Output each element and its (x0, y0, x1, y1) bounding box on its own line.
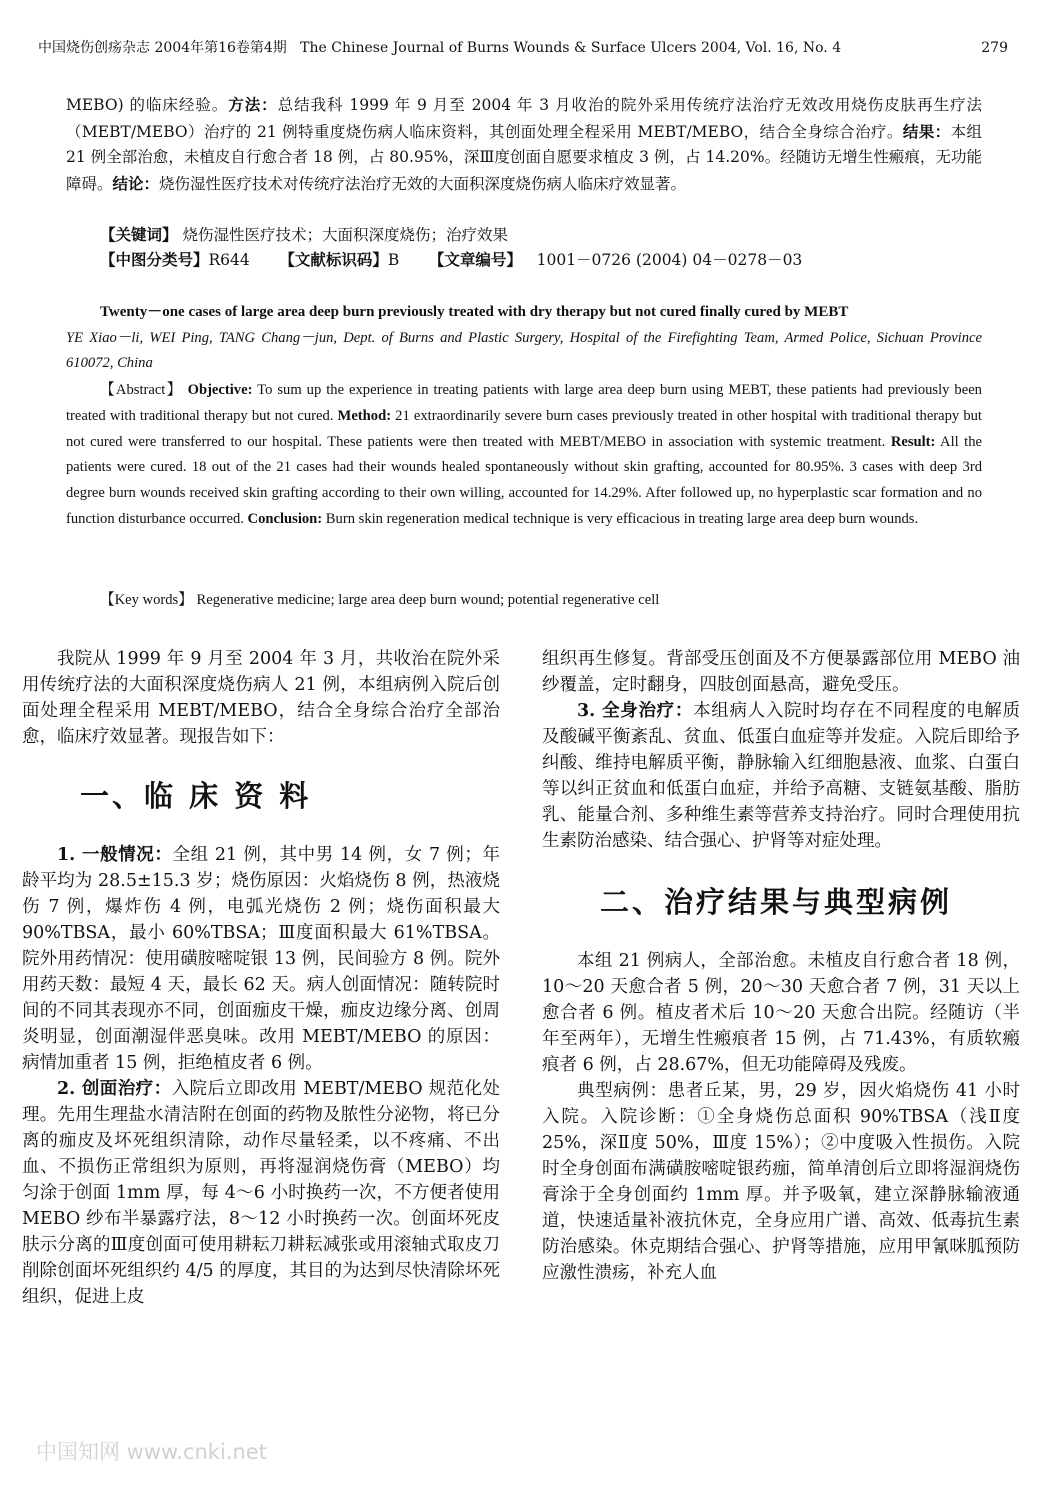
systemic-treatment-label: 3. 全身治疗： (577, 701, 694, 721)
cn-method-text: 总结我科 1999 年 9 月至 2004 年 3 月收治的院外采用传统疗法治疗无效改用烧伤皮肤再生疗法（MEBT/MEBO）治疗的 21 例特重度烧伤病人临床资料，其创面处理全程采用 MEBT/MEBO，结合全身综合治疗。 (66, 96, 982, 141)
cn-abstract (66, 92, 982, 197)
en-result-text: All the patients were cured. 18 out of the 21 cases had their wounds healed spontaneously without skin grafting, accounted for 80.95%. 3 cases with deep 3rd degree burn wounds received skin grafting according to their own willing, accounted for 14.29%. After followed up, no hyperplastic scar formation and no function disturbance occurred. (66, 433, 982, 527)
en-objective-label: Objective: (187, 382, 253, 398)
classification-value: R644 (208, 251, 250, 269)
journal-name-en: The Chinese Journal of Burns Wounds & Surface Ulcers 2004, Vol. 16, No. 4 (300, 40, 842, 56)
left-column (22, 646, 500, 1310)
article-no-label: 【文章编号】 (428, 250, 522, 269)
en-conclusion-text: Burn skin regeneration medical technique is very efficacious in treating large area deep burn wounds. (322, 510, 919, 527)
en-keywords (66, 588, 982, 614)
wound-treatment-paragraph (22, 1076, 500, 1310)
wound-treatment-text: 入院后立即改用 MEBT/MEBO 规范化处理。先用生理盐水清洁附在创面的药物及脓性分泌物，将已分离的痂皮及坏死组织清除，动作尽量轻柔，以不疼痛、不出血、不损伤正常组织为原则，再将湿润烧伤膏（MEBO）均匀涂于创面 1mm 厚，每 4～6 小时换药一次，不方便者使用 MEBO 纱布半暴露疗法，8～12 小时换药一次。创面坏死皮肤示分离的Ⅲ度创面可使用耕耘刀耕耘减张或用滚轴式取皮刀削除创面坏死组织约 4/5 的厚度，其目的为达到尽快清除坏死组织，促进上皮 (22, 1079, 500, 1307)
case-paragraph: 典型病例：患者丘某，男，29 岁，因火焰烧伤 41 小时入院。入院诊断：①全身烧伤总面积 90%TBSA（浅Ⅱ度 25%，深Ⅱ度 50%，Ⅲ度 15%）；②中度吸入性损伤。入院时全身创面布满磺胺嘧啶银药痂，简单清创后立即将湿润烧伤膏涂于全身创面约 1mm 厚。并予吸氧，建立深静脉输液通道，快速适量补液抗休克，全身应用广谱、高效、低毒抗生素防治感染。休克期结合强心、护肾等措施，应用甲氰咪胍预防应激性溃疡，补充人血 (542, 1081, 1020, 1283)
cn-abstract-intro: MEBO) 的临床经验。 (66, 96, 229, 114)
en-abstract-label: 【Abstract】 (100, 382, 183, 398)
journal-name-cn: 中国烧伤创疡杂志 2004年第16卷第4期 (38, 40, 287, 56)
article-no-value: 1001－0726 (2004) 04－0278－03 (536, 251, 803, 269)
systemic-treatment-paragraph (542, 698, 1020, 854)
en-conclusion-label: Conclusion: (247, 510, 323, 527)
right-column (542, 646, 1020, 1286)
en-title: Twenty－one cases of large area deep burn previously treated with dry therapy but not cured finally cured by MEBT (100, 304, 849, 320)
page-number: 279 (981, 40, 1008, 56)
en-keywords-text: Regenerative medicine; large area deep burn wound; potential regenerative cell (192, 592, 660, 608)
en-result-label: Result: (890, 433, 936, 450)
en-method-text: 21 extraordinarily severe burn cases previously treated in other hospital with traditional therapy but not cured were transferred to our hospital. These patients were then treated with MEBT/MEBO in association with systemic treatment. (66, 407, 982, 450)
running-header (38, 38, 1008, 58)
en-abstract (66, 378, 982, 533)
en-method-label: Method: (337, 407, 392, 424)
en-title-block (100, 300, 982, 324)
cn-keywords-label: 【关键词】 (100, 225, 178, 244)
watermark: 中国知网 www.cnki.net (36, 1440, 267, 1464)
cn-result-text: 本组 21 例全部治愈，未植皮自行愈合者 18 例，占 80.95%，深Ⅲ度创面自愿要求植皮 3 例，占 14.20%。经随访无增生性瘢痕，无功能障碍。 (66, 122, 982, 193)
doc-code-label: 【文献标识码】 (279, 250, 388, 269)
wound-treatment-continued: 组织再生修复。背部受压创面及不方便暴露部位用 MEBO 油纱覆盖，定时翻身，四肢创面悬高，避免受压。 (542, 649, 1020, 695)
results-paragraph: 本组 21 例病人，全部治愈。未植皮自行愈合者 18 例，10～20 天愈合者 5 例，20～30 天愈合者 7 例，31 天以上愈合者 6 例。植皮者术后 10～20 天愈合出院。经随访（半年至两年），无增生性瘢痕者 15 例，占 71.43%，有质软瘢痕者 6 例，占 28.67%，但无功能障碍及残废。 (542, 951, 1020, 1075)
cn-keywords-text: 烧伤湿性医疗技术；大面积深度烧伤；治疗效果 (182, 226, 508, 244)
general-info-paragraph (22, 842, 500, 1076)
classification-label: 【中图分类号】 (100, 250, 209, 269)
systemic-treatment-text: 本组病人入院时均存在不同程度的电解质及酸碱平衡紊乱、贫血、低蛋白血症等并发症。入院后即给予纠酸、维持电解质平衡，静脉输入红细胞悬液、血浆、白蛋白等以纠正贫血和低蛋白血症，并给予高糖、支链氨基酸、脂肪乳、能量合剂、多种维生素等营养支持治疗。同时合理使用抗生素防治感染、结合强心、护肾等对症处理。 (542, 701, 1020, 851)
section2-heading: 二、治疗结果与典型病例 (600, 885, 953, 919)
en-objective-text: To sum up the experience in treating patients with large area deep burn using MEBT, these patients had previously been treated with traditional therapy but not cured. (66, 382, 982, 424)
cn-conclusion-text: 烧伤湿性医疗技术对传统疗法治疗无效的大面积深度烧伤病人临床疗效显著。 (159, 174, 687, 193)
en-keywords-label: 【Key words】 (100, 592, 193, 608)
cn-method-label: 方法： (228, 95, 278, 114)
wound-treatment-label: 2. 创面治疗： (57, 1079, 172, 1099)
section1-heading: 一、临 床 资 料 (80, 779, 312, 813)
intro-paragraph: 我院从 1999 年 9 月至 2004 年 3 月，共收治在院外采用传统疗法的大面积深度烧伤病人 21 例，本组病例入院后创面处理全程采用 MEBT/MEBO，结合全身综合治疗全部治愈，临床疗效显著。现报告如下： (22, 649, 500, 747)
cn-result-label: 结果： (902, 121, 951, 141)
en-authors: YE Xiao－li, WEI Ping, TANG Chang－jun, Dept. of Burns and Plastic Surgery, Hospital of the Firefighting Team, Armed Police, Sichuan Province 610072, China (66, 330, 982, 371)
cn-classification (100, 247, 980, 274)
cn-conclusion-label: 结论： (112, 173, 160, 193)
cn-keywords (100, 222, 980, 249)
doc-code-value: B (387, 251, 400, 269)
general-info-label: 1. 一般情况： (57, 845, 173, 865)
general-info-text: 全组 21 例，其中男 14 例，女 7 例；年龄平均为 28.5±15.3 岁；烧伤原因：火焰烧伤 8 例，热液烧伤 7 例，爆炸伤 4 例，电弧光烧伤 2 例；烧伤面积最大 90%TBSA，最小 60%TBSA；Ⅲ度面积最大 61%TBSA。院外用药情况：使用磺胺嘧啶银 13 例，民间验方 8 例。院外用药天数：最短 4 天，最长 62 天。病人创面情况：随转院时间的不同其表现亦不同，创面痂皮干燥，痂皮边缘分离、创周炎明显，创面潮湿伴恶臭味。改用 MEBT/MEBO 的原因：病情加重者 15 例，拒绝植皮者 6 例。 (22, 845, 500, 1073)
